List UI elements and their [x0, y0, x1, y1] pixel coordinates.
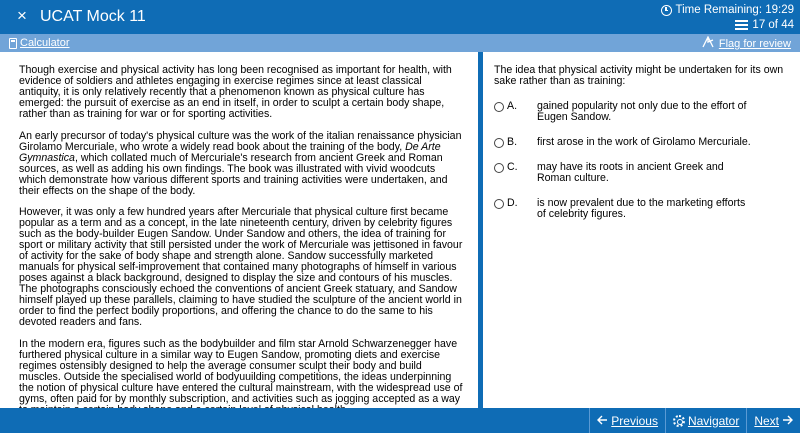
- bottom-bar: [0, 408, 800, 433]
- option-text: first arose in the work of Girolamo Mercuriale.: [537, 136, 751, 148]
- previous-button[interactable]: [589, 408, 665, 433]
- navigator-button[interactable]: [665, 408, 746, 433]
- book-title: De Arte Gymnastica: [19, 140, 441, 164]
- passage-text: , which collated much of Mercuriale's research from ancient Greek and Roman sources, as well as adding his own findings.: [19, 151, 443, 175]
- question-panel: [485, 52, 796, 408]
- option-text: is now prevalent due to the marketing efforts of celebrity figures.: [537, 197, 746, 220]
- answer-option-c[interactable]: [494, 162, 786, 184]
- question-counter: [735, 18, 794, 32]
- option-letter: D.: [507, 197, 518, 209]
- answer-option-b[interactable]: [494, 137, 786, 148]
- next-button[interactable]: [746, 408, 800, 433]
- calculator-icon: [9, 38, 17, 49]
- navigator-label: Navigator: [687, 413, 740, 428]
- passage-paragraph: In the modern era, figures such as the bodybuilder and film star Arnold Schwarzenegger have furthered physical culture in a similar way to Eugen Sandow, promoting diets and exercise regimes ostensibly designed to help the average consumer sculpt their body and build muscles. Outside the specialised world of bodyuuilding competitions, the ideas underpinning the notion of physical culture have entered the cultural mainstream, with the widespread use of gyms, often paid for by monthly subscription, and activities such as jogging accepted as a way: [19, 337, 463, 405]
- flag-icon: [702, 36, 715, 52]
- list-icon: [735, 20, 748, 30]
- radio-button[interactable]: [494, 199, 504, 209]
- question-counter-label: 17 of 44: [752, 19, 794, 31]
- page-title: UCAT Mock 11: [40, 8, 146, 25]
- close-button[interactable]: [12, 6, 32, 26]
- close-icon: ×: [17, 6, 27, 25]
- toolbar: [0, 34, 800, 52]
- gear-icon: [673, 415, 685, 427]
- passage-paragraph: Though exercise and physical activity has long been recognised as important for health, with evidence of soldiers and athletes engaging in exercise regimes since at least classical antiquity, it is only relatively recently that a phenomenon known as physical culture has emerged: the pursuit of exercise as an end in itself, in order to sculpt a certain body shape, rather than as training for war or for sporting activities.: [19, 64, 452, 120]
- next-label: Next: [754, 413, 779, 428]
- panel-divider: [478, 52, 483, 408]
- option-text: gained popularity not only due to the effort of Eugen Sandow.: [537, 100, 747, 123]
- arrow-right-icon: [782, 414, 793, 428]
- previous-label: Previous: [611, 413, 658, 428]
- radio-button[interactable]: [494, 138, 504, 148]
- passage-paragraph: However, it was only a few hundred years after Mercuriale that physical culture first became popular as a term and as a concept, in the late nineteenth century, driven by celebrity figures such as the body-builder Eugen Sandow. Under Sandow and others, the idea of training for sport or military activity that still persisted under the work of Mercuriale was jettisoned in favour of activity for the sake of body shape and strength alone. Sandow successfully marketed manuals for physical self-improvement that contained many photographs of himself in various poses against a black background, designed to display the size and contours of his muscles. The photographs consciously echoed the conventions of ancient Greek statuary, and Sandow himself played up these parallels, claiming to have studied the sculpture of the ancient world in order to find the perfect bodily proportions, and offering the chance to do the same to his devoted readers and fans.: [19, 206, 463, 329]
- option-letter: A.: [507, 100, 518, 112]
- option-letter: B.: [507, 136, 518, 148]
- main-content: [7, 52, 796, 408]
- timer: [661, 3, 794, 17]
- answer-option-a[interactable]: [494, 101, 786, 123]
- answer-option-d[interactable]: [494, 198, 786, 220]
- question-stem: The idea that physical activity might be undertaken for its own sake rather than as training:: [494, 64, 784, 87]
- clock-icon: [661, 5, 672, 16]
- navigation-controls: [589, 408, 800, 433]
- passage-panel: [7, 52, 477, 408]
- passage-paragraph: [19, 131, 465, 197]
- flag-label: Flag for review: [718, 38, 791, 50]
- calculator-button[interactable]: [9, 36, 70, 50]
- timer-label: Time Remaining: 19:29: [675, 4, 794, 16]
- arrow-left-icon: [597, 414, 608, 428]
- calculator-label: Calculator: [20, 37, 70, 49]
- flag-for-review-button[interactable]: [702, 36, 791, 52]
- passage-text: An early precursor of today's physical culture was the work of the italian renaissance physician Girolamo Mercuriale, who wrote a widely read book about the training of the body,: [19, 129, 462, 153]
- radio-button[interactable]: [494, 102, 504, 112]
- radio-button[interactable]: [494, 163, 504, 173]
- option-text: may have its roots in ancient Greek and Roman culture.: [537, 161, 724, 184]
- passage-text: The book was illustrated with vivid woodcuts which demonstrate how various different sports and training activities were undertaken, and their effects on the shape of the body.: [19, 162, 448, 197]
- top-bar: [0, 0, 800, 34]
- option-letter: C.: [507, 161, 518, 173]
